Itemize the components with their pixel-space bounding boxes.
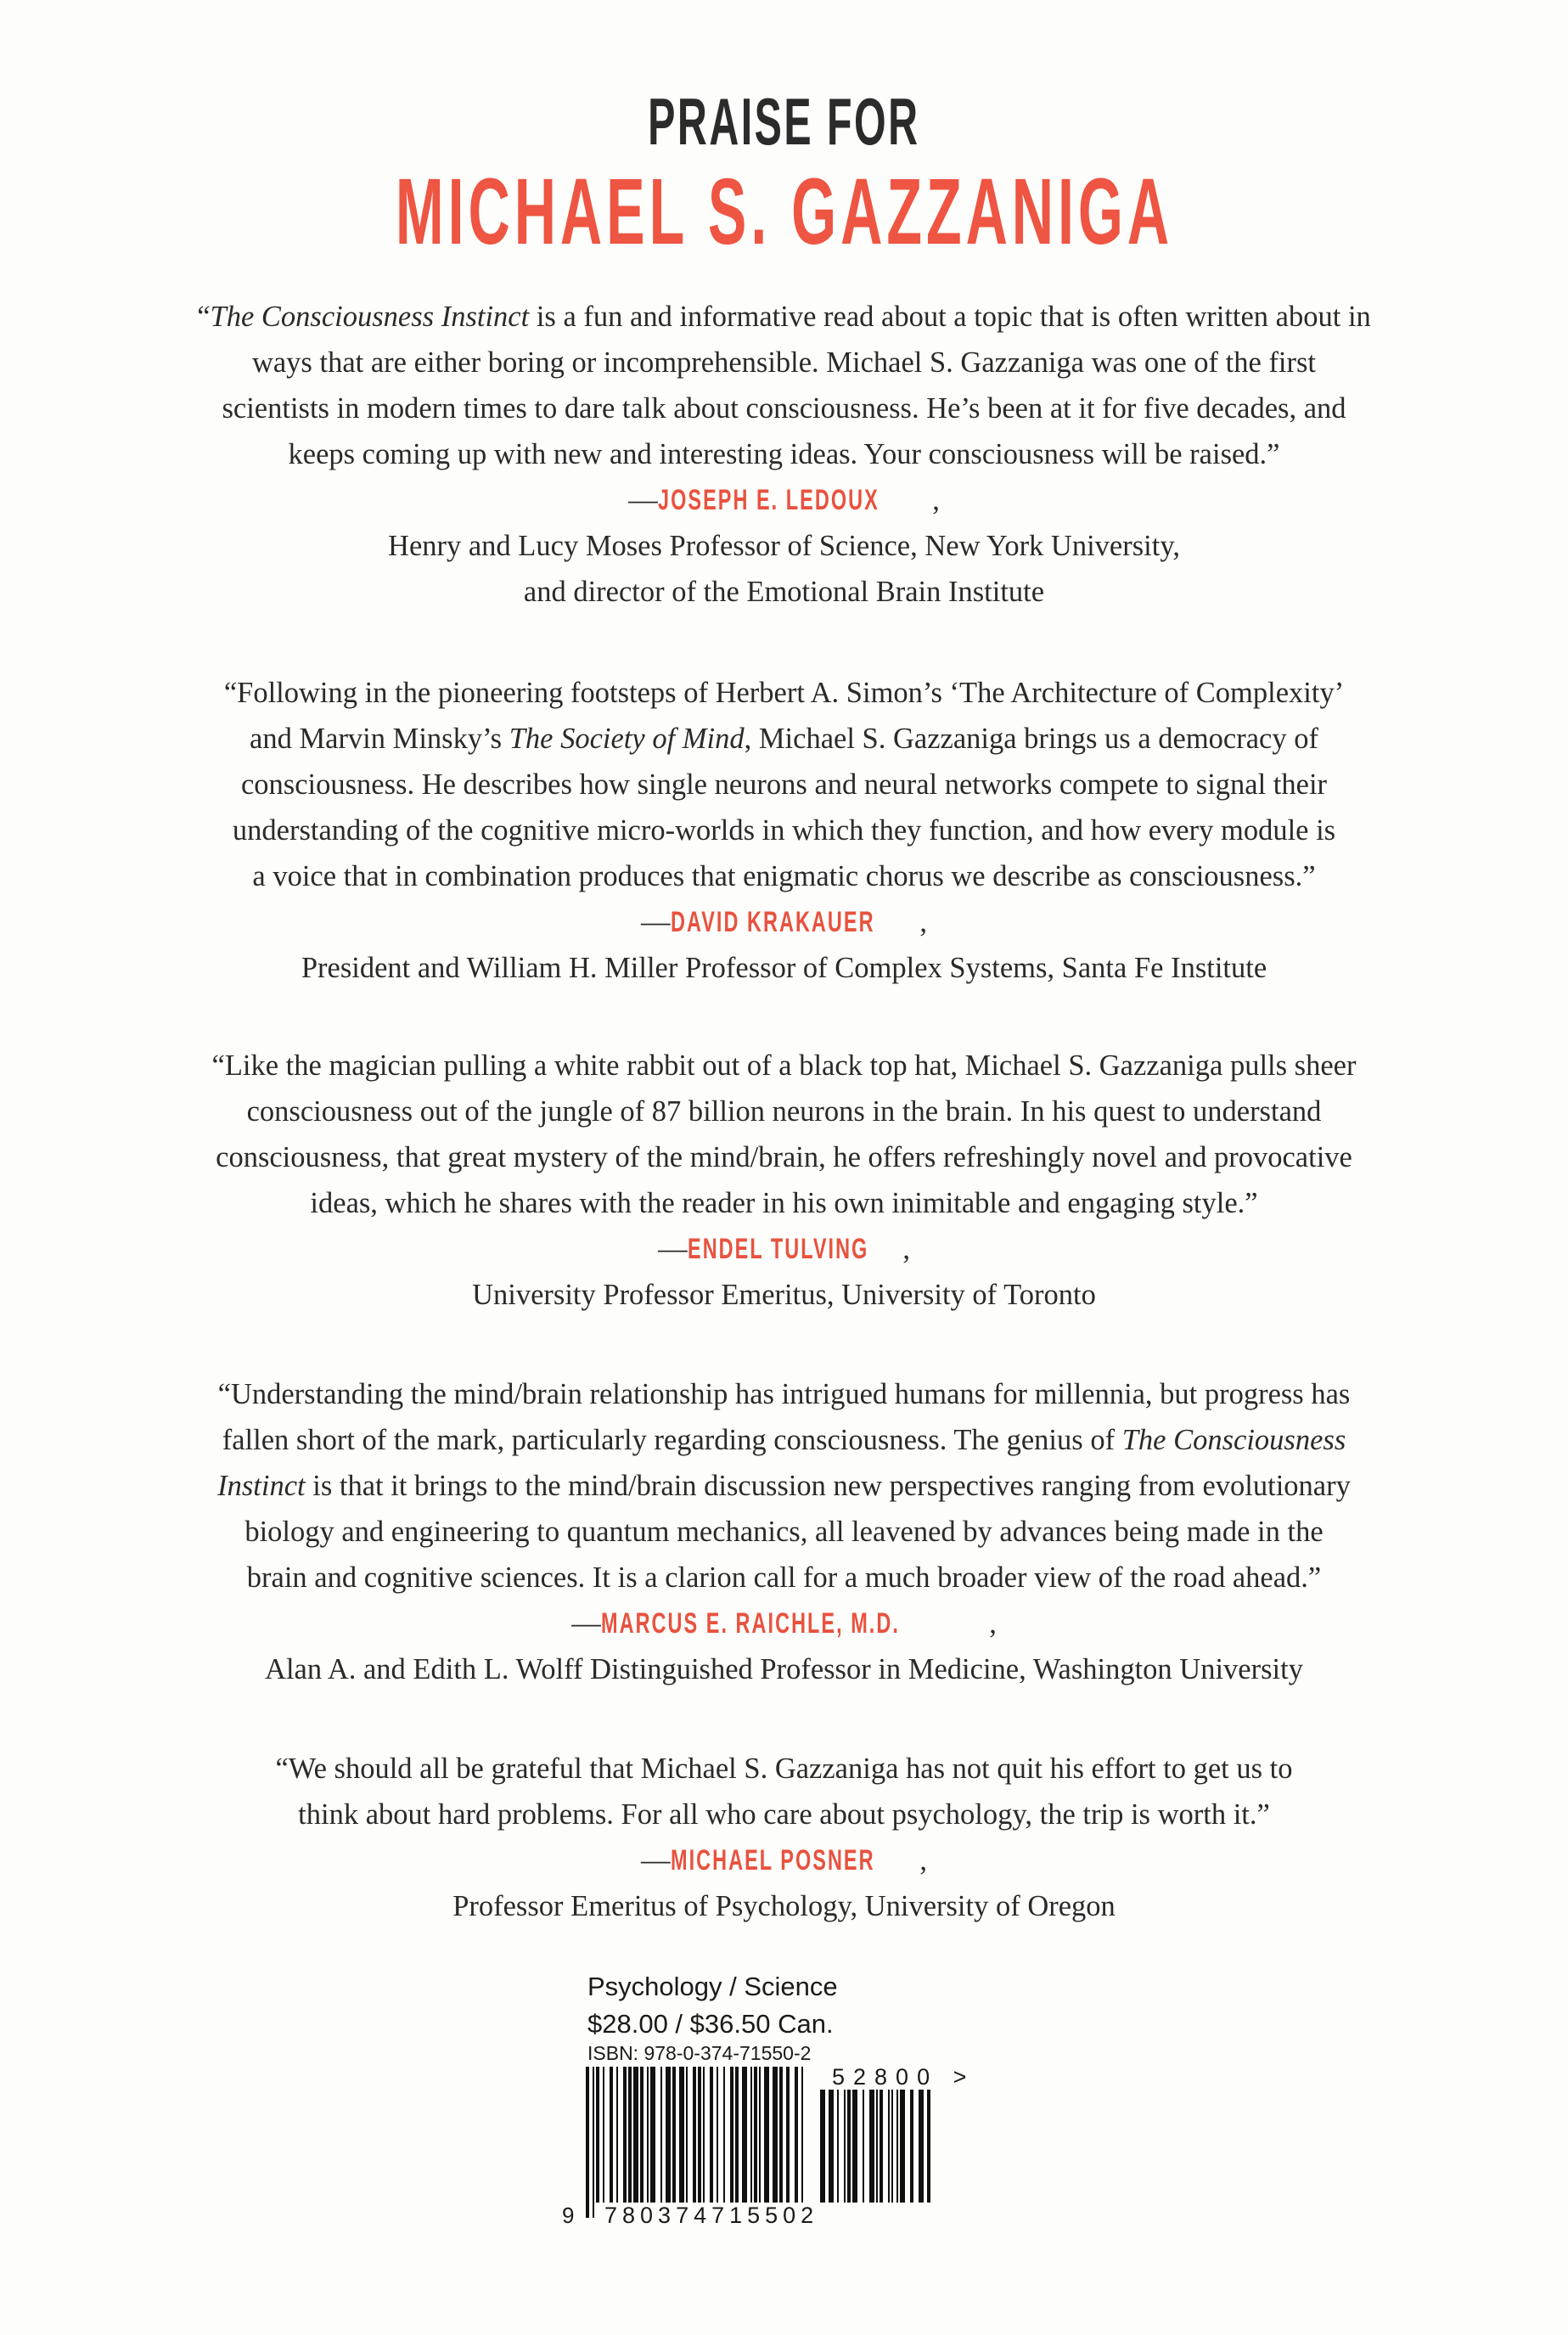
- quote-text: a voice that in combination produces that enigmatic chorus we describe as consciousness.”: [252, 860, 1316, 892]
- book-title-text: Instinct: [217, 1470, 306, 1502]
- barcode-bar: [679, 2067, 684, 2203]
- book-title-text: The Society of Mind: [509, 723, 745, 755]
- barcode-addon-digits: 52800 >: [832, 2064, 975, 2090]
- endorser-title: Professor Emeritus of Psychology, University of Oregon: [452, 1890, 1116, 1922]
- endorser-name: ENDEL TULVING: [687, 1233, 868, 1265]
- blurb: [102, 1371, 1466, 1692]
- barcode-bar: [742, 2067, 747, 2203]
- isbn-barcode: [586, 2067, 806, 2218]
- barcode-bar: [852, 2090, 857, 2203]
- quote-line: [102, 340, 1466, 385]
- barcode-bar: [698, 2067, 701, 2218]
- barcode-bar: [927, 2090, 930, 2203]
- barcode-bar: [703, 2067, 705, 2203]
- endorser-name: JOSEPH E. LEDOUX: [657, 484, 880, 516]
- endorser-title: Alan A. and Edith L. Wolff Distinguished Professor in Medicine, Washington University: [265, 1653, 1303, 1685]
- quote-line: [102, 1371, 1466, 1417]
- quote-text: keeps coming up with new and interesting ideas. Your consciousness will be raised.”: [288, 438, 1280, 470]
- quote-text: ideas, which he shares with the reader in his own inimitable and engaging style.”: [310, 1187, 1258, 1219]
- barcode-bar: [844, 2090, 846, 2203]
- barcode-bar: [888, 2090, 890, 2203]
- author-name-heading: MICHAEL S. GAZZANIGA: [395, 160, 1173, 264]
- barcode-bar: [880, 2090, 883, 2203]
- barcode-bar: [735, 2067, 739, 2203]
- barcode-bar: [779, 2067, 783, 2203]
- barcode-bar: [863, 2090, 864, 2203]
- endorser-title: University Professor Emeritus, University of Toronto: [472, 1279, 1096, 1311]
- barcode-bar: [603, 2067, 604, 2203]
- attribution: —MARCUS E. RAICHLE, M.D. ,: [102, 1601, 1466, 1646]
- quote-line: [102, 1180, 1466, 1226]
- quote-line: [102, 807, 1466, 853]
- quote-text: biology and engineering to quantum mechanics, all leavened by advances being made in the: [244, 1516, 1324, 1548]
- book-title-text: The Consciousness Instinct: [210, 301, 530, 333]
- quote-line: [102, 670, 1466, 716]
- barcode-bar: [710, 2067, 713, 2203]
- endorser-name: MICHAEL POSNER: [670, 1844, 875, 1876]
- barcode-bar: [628, 2067, 632, 2203]
- barcode-bar: [750, 2067, 752, 2203]
- barcode-bar: [596, 2067, 599, 2203]
- barcode-bar: [730, 2067, 733, 2203]
- barcode-bar: [623, 2067, 627, 2203]
- quote-text: ways that are either boring or incomprehensible. Michael S. Gazzaniga was one of the first: [251, 346, 1317, 379]
- quote-text: and Marvin Minsky’s: [250, 723, 509, 755]
- barcode-bar: [869, 2090, 874, 2203]
- attribution: —ENDEL TULVING ,: [102, 1226, 1466, 1272]
- quote-line: [102, 1134, 1466, 1180]
- barcode-bar: [795, 2067, 798, 2203]
- barcode-bar: [919, 2090, 924, 2203]
- price-addon-barcode: [820, 2090, 930, 2218]
- quote-text: brain and cognitive sciences. It is a clarion call for a much broader view of the road ahead.”: [246, 1561, 1322, 1594]
- quote-line: [102, 1792, 1466, 1837]
- quote-text: “We should all be grateful that Michael S. Gazzaniga has not quit his effort to get us to: [275, 1753, 1293, 1785]
- barcode-bar: [754, 2067, 757, 2203]
- barcode-bar: [693, 2067, 696, 2218]
- barcode-bar: [672, 2067, 676, 2203]
- endorser-name: DAVID KRAKAUER: [670, 906, 875, 938]
- quote-text: , Michael S. Gazzaniga brings us a democracy of: [744, 723, 1318, 755]
- quote-text: scientists in modern times to dare talk about consciousness. He’s been at it for five decades, and: [222, 392, 1346, 425]
- quote-text: “Understanding the mind/brain relationship has intrigued humans for millennia, but progress has: [217, 1378, 1351, 1410]
- barcode-bar: [650, 2067, 655, 2203]
- quote-line: [102, 294, 1466, 340]
- barcode-bar: [633, 2067, 638, 2203]
- quote-text: consciousness, that great mystery of the mind/brain, he offers refreshingly novel and provocative: [216, 1141, 1352, 1173]
- endorser-name: MARCUS E. RAICHLE, M.D.: [600, 1607, 900, 1640]
- barcode-bar: [586, 2067, 589, 2218]
- quote-text: “: [197, 301, 211, 333]
- quote-line: [102, 1509, 1466, 1555]
- quote-text: “Like the magician pulling a white rabbit out of a black top hat, Michael S. Gazzaniga pulls sheer: [211, 1049, 1357, 1082]
- barcode-bar: [900, 2090, 905, 2203]
- barcode-bar: [686, 2067, 688, 2203]
- quote-line: [102, 1043, 1466, 1089]
- barcode-bar: [647, 2067, 649, 2203]
- barcode-bar: [717, 2067, 718, 2203]
- quote-line: [102, 762, 1466, 807]
- barcode-bar: [764, 2067, 769, 2203]
- book-price: $28.00 / $36.50 Can.: [587, 2009, 834, 2039]
- quote-text: consciousness. He describes how single neurons and neural networks compete to signal their: [240, 768, 1328, 801]
- barcode-bar: [610, 2067, 613, 2203]
- endorser-title: President and William H. Miller Professor of Complex Systems, Santa Fe Institute: [301, 952, 1267, 984]
- barcode-bar: [616, 2067, 618, 2203]
- endorser-title: and director of the Emotional Brain Institute: [523, 576, 1045, 608]
- barcode-lead-digit: 9: [562, 2203, 580, 2228]
- attribution: —JOSEPH E. LEDOUX ,: [102, 477, 1466, 523]
- attribution: —MICHAEL POSNER ,: [102, 1837, 1466, 1883]
- barcode-bar: [723, 2067, 725, 2203]
- quote-text: think about hard problems. For all who care about psychology, the trip is worth it.”: [298, 1798, 1270, 1831]
- book-title-text: The Consciousness: [1121, 1424, 1346, 1456]
- barcode-bar: [759, 2067, 761, 2203]
- quote-text: understanding of the cognitive micro-worlds in which they function, and how every module is: [232, 814, 1336, 847]
- blurb: [102, 670, 1466, 991]
- book-category: Psychology / Science: [587, 1972, 838, 2001]
- quote-line: [102, 1417, 1466, 1463]
- quote-text: “Following in the pioneering footsteps of Herbert A. Simon’s ‘The Architecture of Complexity’: [223, 677, 1345, 709]
- quote-text: is a fun and informative read about a topic that is often written about in: [529, 301, 1371, 333]
- barcode-bar: [773, 2067, 778, 2203]
- quote-text: consciousness out of the jungle of 87 billion neurons in the brain. In his quest to understand: [246, 1095, 1322, 1128]
- barcode-bar: [660, 2067, 662, 2203]
- barcode-bar: [820, 2090, 825, 2203]
- barcode-bar: [896, 2090, 898, 2203]
- barcode-bar: [910, 2090, 913, 2203]
- barcode-bar: [786, 2067, 790, 2203]
- barcode-bar: [837, 2090, 839, 2203]
- quote-line: [102, 385, 1466, 431]
- barcode-bar: [640, 2067, 643, 2203]
- endorser-title: Henry and Lucy Moses Professor of Science, New York University,: [388, 530, 1180, 562]
- quote-line: [102, 853, 1466, 899]
- blurb: [102, 1746, 1466, 1929]
- barcode-bar: [666, 2067, 671, 2203]
- isbn: ISBN: 978-0-374-71550-2: [587, 2042, 812, 2064]
- quote-line: [102, 431, 1466, 477]
- barcode-bar: [801, 2067, 803, 2218]
- barcode-bar: [593, 2067, 594, 2218]
- barcode-bar: [829, 2090, 834, 2203]
- blurb: [102, 294, 1466, 615]
- quote-line: [102, 1746, 1466, 1792]
- quote-text: is that it brings to the mind/brain discussion new perspectives ranging from evolutionary: [305, 1470, 1351, 1502]
- attribution: —DAVID KRAKAUER ,: [102, 899, 1466, 945]
- barcode-digits: 780374715502: [604, 2203, 819, 2228]
- barcode-bar: [847, 2090, 851, 2203]
- quote-line: [102, 1089, 1466, 1134]
- barcode-bar: [891, 2090, 893, 2203]
- quote-text: fallen short of the mark, particularly regarding consciousness. The genius of: [222, 1424, 1122, 1456]
- barcode-bar: [876, 2090, 878, 2203]
- quote-line: [102, 1555, 1466, 1601]
- praise-heading: PRAISE FOR: [648, 84, 920, 159]
- blurb: [102, 1043, 1466, 1318]
- quote-line: [102, 1463, 1466, 1509]
- quote-line: [102, 716, 1466, 762]
